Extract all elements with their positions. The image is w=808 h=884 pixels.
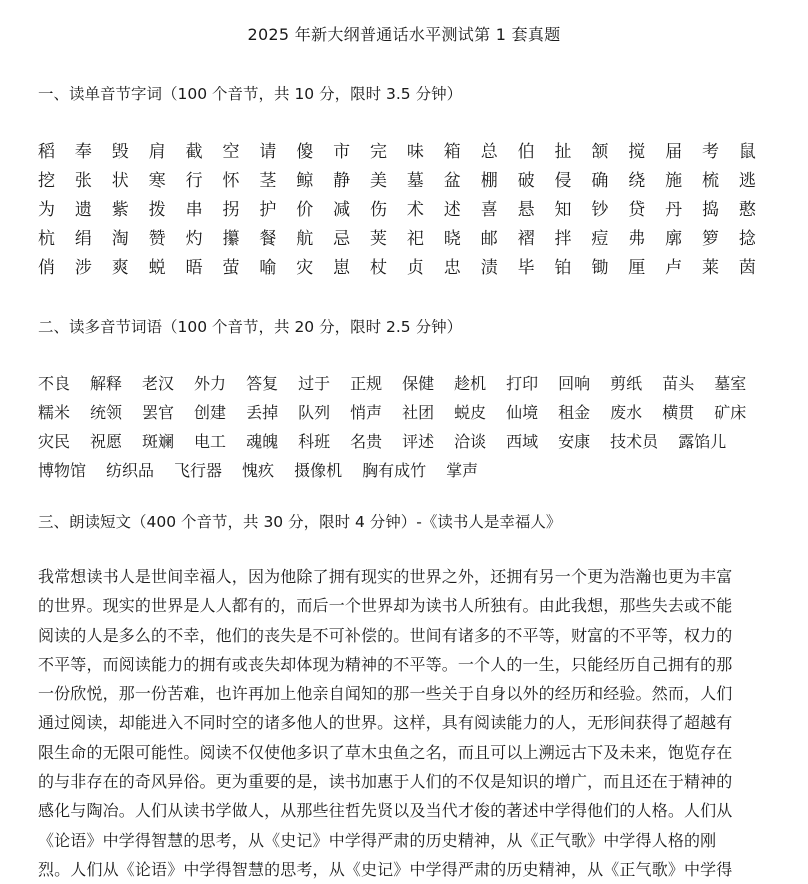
document-title: 2025 年新大纲普通话水平测试第 1 套真题 [247,25,561,44]
word-item: 打印 [506,374,539,393]
reading-passage [38,562,780,884]
word-item: 名贵 [350,432,383,451]
char-item: 张 [74,171,92,191]
char-item: 鼠 [738,142,756,162]
char-item: 挖 [38,171,55,191]
section3-heading: 三、朗读短文（400 个音节，共 30 分，限时 4 分钟）-《读书人是幸福人》 [38,513,562,531]
char-item: 墓 [406,171,424,191]
char-item: 贞 [406,258,424,278]
char-item: 绢 [74,229,92,249]
char-item: 晤 [185,258,203,278]
char-item: 灼 [185,229,203,249]
passage-line: 一份欣悦，那一份苦难，也许再加上他亲自闻知的那一些关于自身以外的经历和经验。然而，人们 [38,684,733,704]
char-item: 傻 [296,142,314,162]
char-item: 怀 [222,171,240,191]
char-item: 确 [591,171,609,191]
word-item: 趁机 [454,374,487,393]
passage-line: 不平等，而阅读能力的拥有或丧失却体现为精神的不平等。一个人的一生，只能经历自己拥有的那 [38,654,733,674]
char-item: 述 [443,200,461,220]
char-item: 串 [185,200,203,220]
char-item: 祀 [406,229,424,249]
char-item: 厘 [628,258,646,278]
char-item: 伯 [517,142,535,162]
section2-heading: 二、读多音节词语（100 个音节，共 20 分，限时 2.5 分钟） [38,318,463,336]
char-item: 梳 [702,171,720,191]
char-item: 忌 [333,229,351,249]
char-item: 赞 [148,229,166,249]
char-item: 扯 [554,142,572,162]
char-item: 箱 [443,142,461,162]
char-item: 截 [185,142,203,162]
char-item: 考 [702,142,720,162]
char-item: 侵 [554,171,572,191]
char-item: 伤 [370,200,388,220]
char-item: 喜 [480,200,498,220]
word-item: 博物馆 [38,461,87,480]
char-item: 紫 [111,200,129,220]
char-item: 渍 [480,258,498,278]
char-item: 破 [517,171,535,191]
char-item: 悬 [517,200,535,220]
word-item: 摄像机 [294,461,343,480]
char-item: 遗 [74,200,92,220]
char-item: 施 [665,171,683,191]
char-item: 为 [38,200,55,220]
char-item: 盆 [443,171,461,191]
single-syllable-grid [38,137,776,282]
char-item: 锄 [591,258,609,278]
char-item: 崽 [333,258,351,278]
word-item: 露馅儿 [678,432,727,451]
passage-line: 阅读的人是多么的不幸，他们的丧失是不可补偿的。世间有诸多的不平等，财富的不平等，权力的 [38,625,733,645]
word-item: 掌声 [446,461,479,480]
char-item: 弗 [628,229,646,249]
word-item: 解释 [90,374,123,393]
section1-heading: 一、读单音节字词（100 个音节，共 10 分，限时 3.5 分钟） [38,85,463,103]
word-item: 胸有成竹 [362,461,427,480]
word-item: 魂魄 [246,432,279,451]
word-item: 电工 [194,432,227,451]
char-item: 捣 [702,200,720,220]
word-item: 废水 [610,403,643,422]
word-item: 老汉 [142,374,175,393]
char-item: 完 [370,142,388,162]
word-item: 外力 [194,374,227,393]
char-item: 涉 [74,258,92,278]
char-item: 钞 [591,200,609,220]
char-item: 绕 [628,171,646,191]
passage-line: 《论语》中学得智慧的思考，从《史记》中学得严肃的历史精神，从《正气歌》中学得人格的刚 [38,830,717,850]
word-item: 西域 [506,432,539,451]
word-item: 技术员 [610,432,659,451]
char-item: 行 [185,171,203,191]
char-item: 搅 [628,142,646,162]
char-item: 蜕 [148,258,166,278]
char-item: 颔 [591,142,609,162]
word-item: 答复 [246,374,279,393]
char-item: 茵 [738,258,756,278]
char-item: 爽 [111,258,129,278]
char-item: 请 [259,142,277,162]
char-item: 廓 [665,229,683,249]
char-item: 晓 [443,229,461,249]
char-item: 痘 [591,229,609,249]
char-item: 毕 [517,258,535,278]
word-item: 愧疚 [242,461,275,480]
word-item: 安康 [558,432,591,451]
char-item: 荚 [370,229,388,249]
word-item: 祝愿 [90,432,123,451]
passage-line: 我常想读书人是世间幸福人，因为他除了拥有现实的世界之外，还拥有另一个更为浩瀚也更为丰富 [38,567,733,586]
char-item: 静 [333,171,351,191]
char-item: 术 [406,200,424,220]
word-item: 队列 [298,403,331,422]
char-item: 空 [222,142,240,162]
word-item: 丢掉 [246,403,279,422]
word-item: 回响 [558,374,591,393]
word-item: 剪纸 [610,374,643,393]
char-item: 稻 [38,142,55,162]
word-item: 飞行器 [174,461,223,480]
char-item: 忠 [443,258,461,278]
char-item: 寒 [148,171,166,191]
char-item: 箩 [702,229,720,249]
passage-line: 感化与陶冶。人们从读书学做人，从那些往哲先贤以及当代才俊的著述中学得他们的人格。人们从 [38,801,733,821]
word-item: 科班 [298,432,331,451]
char-item: 肩 [148,142,166,162]
passage-line: 的世界。现实的世界是人人都有的，而后一个世界却为读书人所独有。由此我想，那些失去或不能 [38,596,733,616]
word-item: 正规 [350,374,383,393]
char-item: 市 [333,142,351,162]
char-item: 杭 [38,229,55,249]
passage-line: 通过阅读，却能进入不同时空的诸多他人的世界。这样，具有阅读能力的人，无形间获得了超越有 [38,713,733,733]
word-item: 悄声 [350,403,383,422]
multi-syllable-word-list [38,371,798,484]
char-item: 喻 [259,258,277,278]
word-item: 糯米 [38,403,71,422]
char-item: 邮 [480,229,498,249]
char-item: 状 [111,171,129,191]
word-item: 墓室 [714,374,747,393]
char-item: 美 [370,171,388,191]
char-item: 总 [480,142,498,162]
char-item: 护 [259,200,277,220]
word-item: 社团 [402,403,435,422]
char-item: 航 [296,229,314,249]
char-item: 捻 [738,229,756,249]
char-item: 棚 [480,171,498,191]
passage-line: 的与非存在的奇风异俗。更为重要的是，读书加惠于人们的不仅是知识的增广，而且还在于精神的 [38,772,733,792]
word-item: 横贯 [662,403,695,422]
char-item: 奉 [74,142,92,162]
word-item: 斑斓 [142,432,175,451]
char-item: 茎 [259,171,277,191]
char-item: 拐 [222,200,240,220]
word-item: 评述 [402,432,435,451]
word-item: 过于 [298,374,331,393]
char-item: 味 [406,142,424,162]
word-item: 罢官 [142,403,175,422]
word-item: 租金 [558,403,591,422]
word-item: 仙境 [506,403,539,422]
char-item: 铂 [554,258,572,278]
word-item: 保健 [402,374,435,393]
char-item: 贷 [628,200,646,220]
char-item: 减 [333,200,351,220]
char-item: 丹 [665,200,683,220]
char-item: 卢 [665,258,683,278]
char-item: 知 [554,200,572,220]
char-item: 届 [665,142,683,162]
char-item: 拨 [148,200,166,220]
passage-line: 限生命的无限可能性。阅读不仅使他多识了草木虫鱼之名，而且可以上溯远古下及未来，饱览存在 [38,742,733,762]
char-item: 逃 [738,171,756,191]
char-item: 攥 [222,229,240,249]
word-item: 矿床 [714,403,747,422]
word-item: 蜕皮 [454,403,487,422]
word-item: 统领 [90,403,123,422]
char-item: 褶 [517,229,535,249]
char-item: 淘 [111,229,129,249]
word-item: 不良 [38,374,71,393]
char-item: 灾 [296,258,314,278]
passage-line: 烈。人们从《论语》中学得智慧的思考，从《史记》中学得严肃的历史精神，从《正气歌》中学得 [38,859,733,879]
char-item: 萤 [222,258,240,278]
char-item: 憨 [738,200,756,220]
char-item: 餐 [259,229,277,249]
word-item: 灾民 [38,432,71,451]
char-item: 拌 [554,229,572,249]
word-item: 洽谈 [454,432,487,451]
word-item: 苗头 [662,374,695,393]
word-item: 纺织品 [106,461,155,480]
char-item: 毁 [111,142,129,162]
word-item: 创建 [194,403,227,422]
char-item: 杖 [370,258,388,278]
char-item: 莱 [702,258,720,278]
char-item: 俏 [38,258,55,278]
char-item: 鲸 [296,171,314,191]
char-item: 价 [296,200,314,220]
